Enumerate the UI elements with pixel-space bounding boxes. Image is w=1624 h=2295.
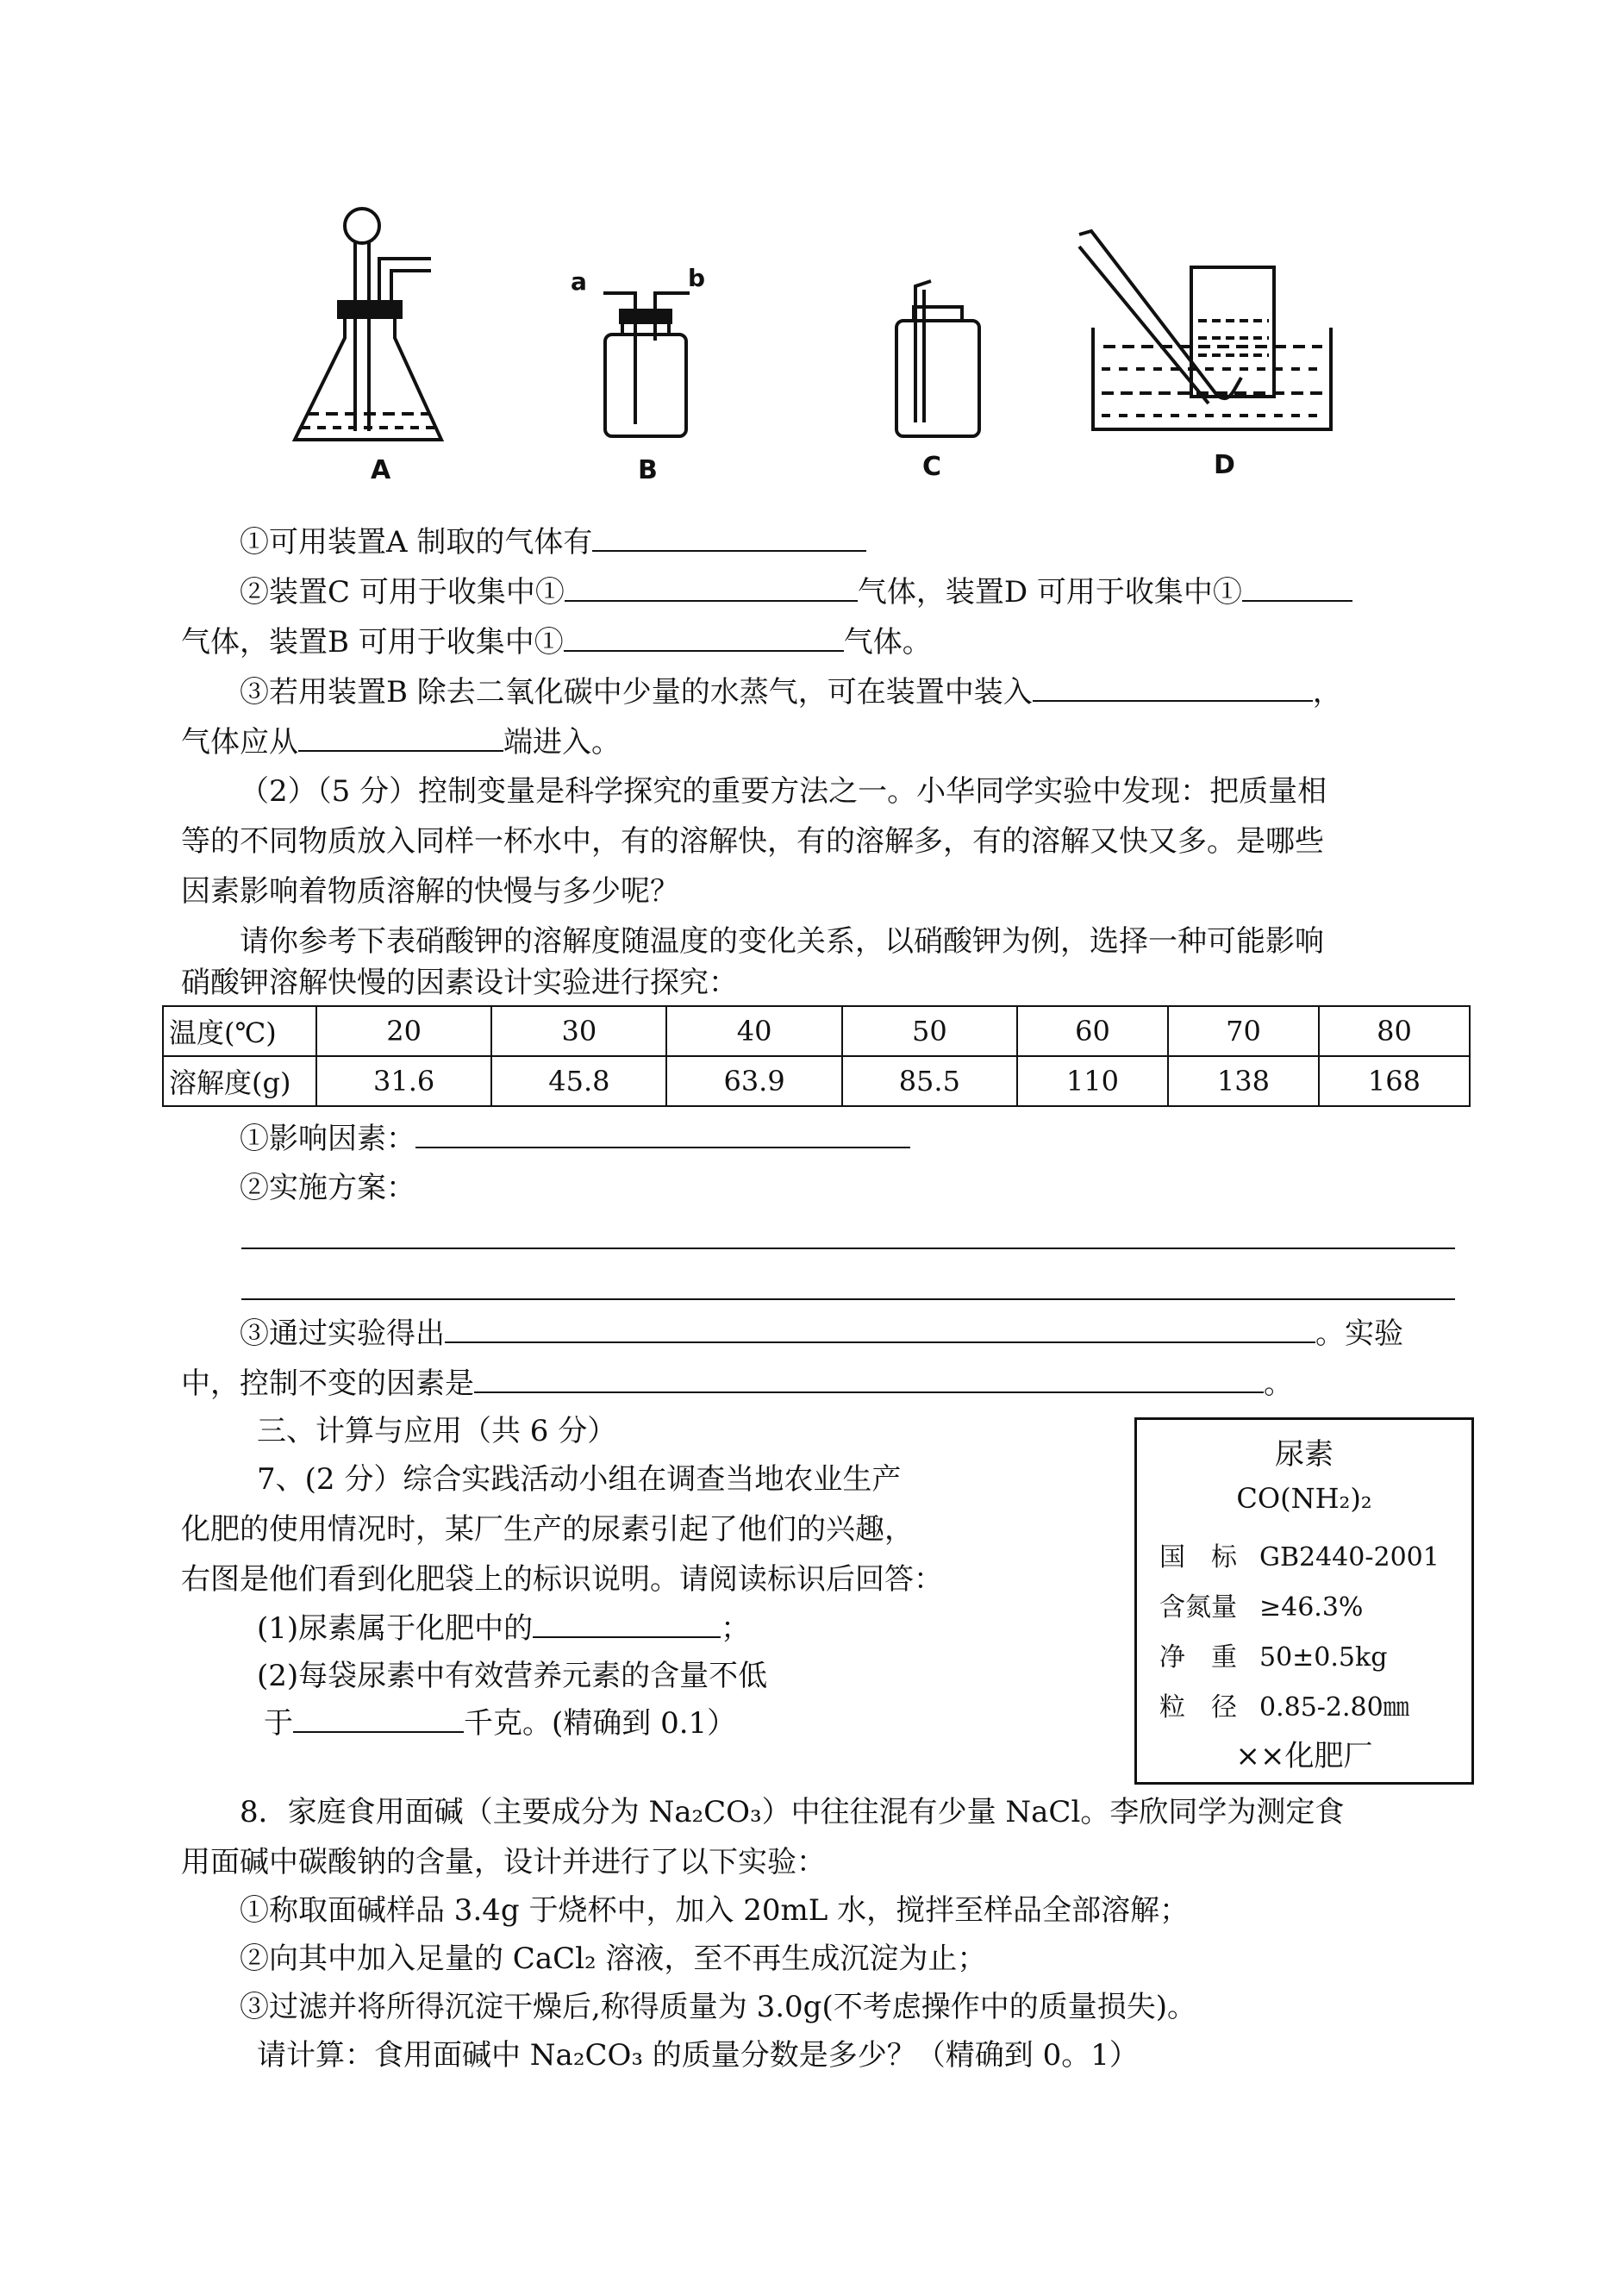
- table-cell: 20: [316, 1006, 491, 1056]
- table-header-solubility: 溶解度(g): [163, 1056, 316, 1106]
- table-cell: 31.6: [316, 1056, 491, 1106]
- figure-label-c: C: [922, 452, 942, 482]
- apparatus-figure: [0, 0, 1624, 517]
- table-cell: 63.9: [666, 1056, 841, 1106]
- table-header-temperature: 温度(℃): [163, 1006, 316, 1056]
- q2-paragraph-4: 请你参考下表硝酸钾的溶解度随温度的变化关系，以硝酸钾为例，选择一种可能影响: [240, 924, 1324, 959]
- answer-conclusion: ③通过实验得出 。实验: [240, 1314, 1403, 1353]
- blank-fertilizer-type[interactable]: [533, 1609, 721, 1638]
- q7-line1: 7、(2 分）综合实践活动小组在调查当地农业生产: [257, 1462, 902, 1497]
- q2-paragraph-3: 因素影响着物质溶解的快慢与多少呢？: [181, 874, 679, 909]
- fertilizer-label: [1134, 1417, 1474, 1785]
- blank-inlet[interactable]: [298, 722, 503, 752]
- q1-line4: ③若用装置B 除去二氧化碳中少量的水蒸气，可在装置中装入 ，: [240, 672, 1342, 711]
- blank-gases-a[interactable]: [592, 522, 866, 552]
- blank-collect-b[interactable]: [564, 622, 844, 652]
- blank-conclusion[interactable]: [445, 1314, 1315, 1343]
- q8-line2: 用面碱中碳酸钠的含量，设计并进行了以下实验：: [181, 1845, 826, 1879]
- blank-plan-line-2[interactable]: [241, 1298, 1455, 1300]
- figure-label-a: A: [371, 455, 391, 485]
- q8-step2: ②向其中加入足量的 CaCl₂ 溶液，至不再生成沉淀为止；: [240, 1942, 987, 1976]
- table-cell: 70: [1168, 1006, 1319, 1056]
- answer-plan: ②实施方案：: [240, 1171, 415, 1205]
- blank-reagent[interactable]: [1033, 672, 1313, 702]
- tube-label-a: a: [571, 267, 587, 296]
- q7-line4: (1)尿素属于化肥中的 ；: [257, 1609, 750, 1648]
- label-standard: 国 标 GB2440-2001: [1159, 1542, 1440, 1573]
- table-cell: 85.5: [842, 1056, 1017, 1106]
- table-cell: 50: [842, 1006, 1017, 1056]
- table-cell: 45.8: [491, 1056, 666, 1106]
- q2-paragraph-1: （2）（5 分）控制变量是科学探究的重要方法之一。小华同学实验中发现：把质量相: [240, 774, 1327, 809]
- figure-label-d: D: [1214, 450, 1235, 480]
- table-row: [163, 1006, 1470, 1056]
- q1-line3: 气体，装置B 可用于收集中① 气体。: [181, 622, 932, 661]
- solubility-table: [162, 1005, 1471, 1107]
- tube-label-b: b: [688, 264, 706, 292]
- q7-line3: 右图是他们看到化肥袋上的标识说明。请阅读标识后回答：: [181, 1562, 943, 1597]
- blank-controlled[interactable]: [474, 1364, 1264, 1393]
- q7-line5: (2)每袋尿素中有效营养元素的含量不低: [257, 1659, 768, 1693]
- blank-plan-line-1[interactable]: [241, 1248, 1455, 1249]
- figure-label-b: B: [638, 455, 658, 485]
- q8-step1: ①称取面碱样品 3.4g 于烧杯中，加入 20mL 水，搅拌至样品全部溶解；: [240, 1893, 1190, 1928]
- apparatus-a: [295, 209, 441, 440]
- q8-question: 请计算：食用面碱中 Na₂CO₃ 的质量分数是多少？（精确到 0。1）: [257, 2038, 1139, 2073]
- q8-line1: 8．家庭食用面碱（主要成分为 Na₂CO₃）中往往混有少量 NaCl。李欣同学为测定食: [240, 1795, 1345, 1829]
- label-particle-size: 粒 径 0.85-2.80㎜: [1159, 1692, 1409, 1723]
- label-manufacturer: ××化肥厂: [1235, 1739, 1373, 1773]
- q2-paragraph-2: 等的不同物质放入同样一杯水中，有的溶解快，有的溶解多，有的溶解又快又多。是哪些: [181, 824, 1324, 859]
- label-formula: CO(NH₂)₂: [1236, 1482, 1372, 1515]
- q8-step3: ③过滤并将所得沉淀干燥后,称得质量为 3.0g(不考虑操作中的质量损失)。: [240, 1990, 1196, 2024]
- q7-line2: 化肥的使用情况时，某厂生产的尿素引起了他们的兴趣，: [181, 1512, 914, 1547]
- table-cell: 30: [491, 1006, 666, 1056]
- q1-line5: 气体应从 端进入。: [181, 722, 621, 761]
- blank-collect-d[interactable]: [1242, 572, 1352, 602]
- blank-factor[interactable]: [415, 1119, 910, 1148]
- q7-line6: 于 千克。(精确到 0.1）: [264, 1704, 736, 1742]
- table-cell: 168: [1319, 1056, 1470, 1106]
- table-cell: 138: [1168, 1056, 1319, 1106]
- answer-factor: ①影响因素：: [240, 1119, 910, 1158]
- table-row: [163, 1056, 1470, 1106]
- blank-nutrient-mass[interactable]: [293, 1704, 464, 1733]
- table-cell: 60: [1017, 1006, 1168, 1056]
- q1-line1: ①可用装置A 制取的气体有: [240, 522, 866, 561]
- label-title: 尿素: [1275, 1437, 1334, 1472]
- label-nitrogen: 含氮量 ≥46.3%: [1159, 1592, 1364, 1623]
- table-cell: 40: [666, 1006, 841, 1056]
- blank-collect-c[interactable]: [565, 572, 858, 602]
- answer-controlled: 中，控制不变的因素是 。: [181, 1364, 1293, 1403]
- section-3-heading: 三、计算与应用（共 6 分）: [257, 1414, 617, 1448]
- table-cell: 110: [1017, 1056, 1168, 1106]
- apparatus-d: [1079, 231, 1331, 429]
- apparatus-b: [603, 293, 690, 436]
- table-cell: 80: [1319, 1006, 1470, 1056]
- apparatus-c: [896, 281, 979, 436]
- q2-paragraph-5: 硝酸钾溶解快慢的因素设计实验进行探究：: [181, 966, 738, 1000]
- label-net-weight: 净 重 50±0.5kg: [1159, 1642, 1388, 1673]
- q1-line2: ②装置C 可用于收集中① 气体，装置D 可用于收集中①: [240, 572, 1352, 611]
